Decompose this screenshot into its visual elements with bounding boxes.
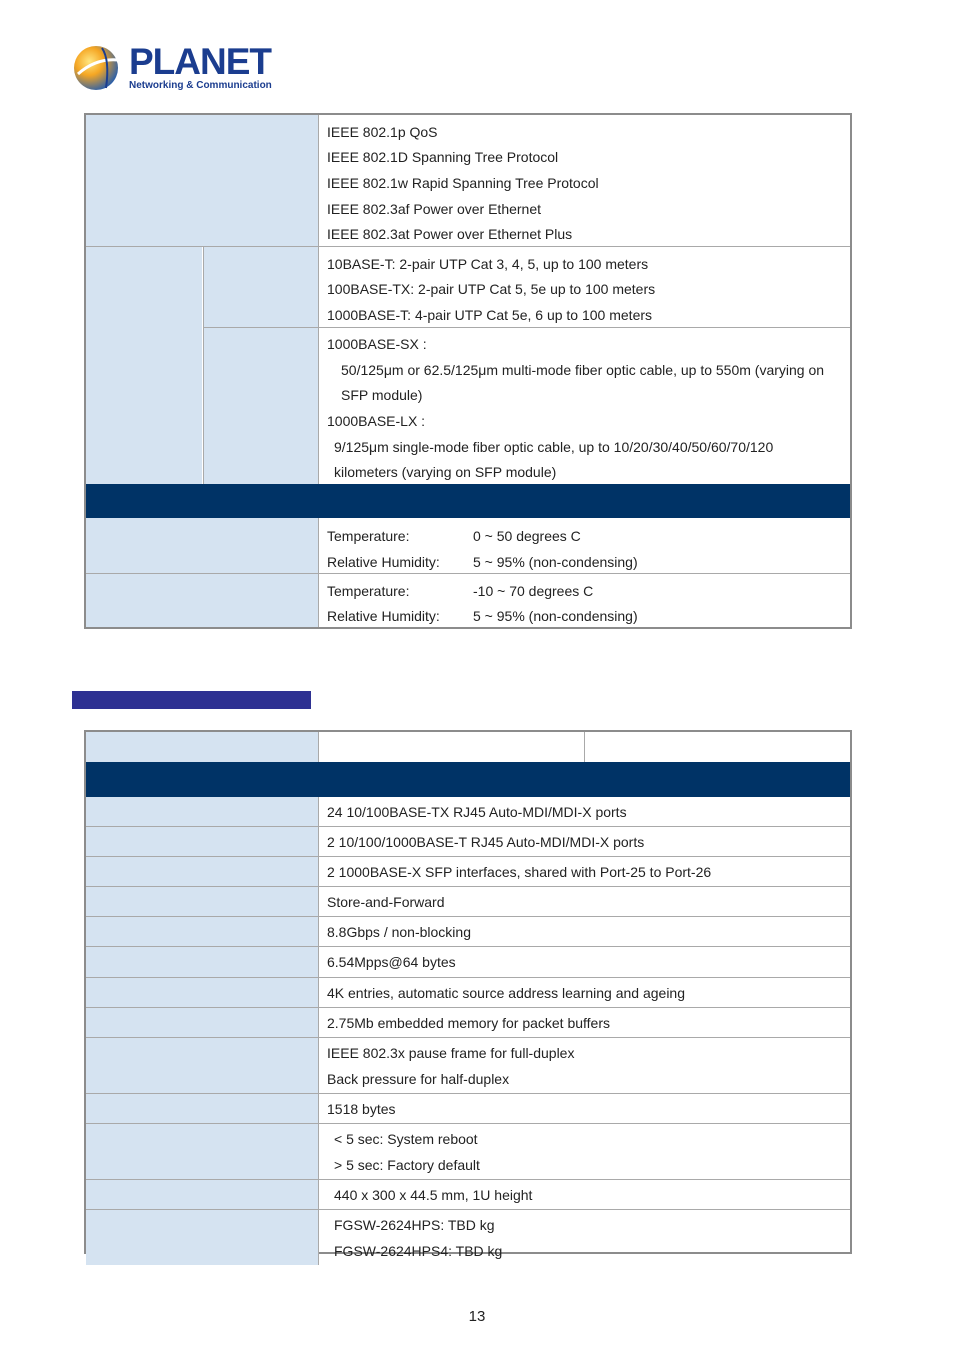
storage-humidity-value: 5 ~ 95% (non-condensing): [473, 608, 638, 624]
planet-logo: [72, 40, 272, 96]
spec-row-label-cell: [86, 978, 318, 1007]
copper-line: 1000BASE-T: 4-pair UTP Cat 5e, 6 up to 100 meters: [327, 307, 653, 323]
operating-value-cell: [318, 518, 850, 573]
spec-row-value-cell: [318, 1124, 850, 1179]
standard-line: IEEE 802.1p QoS: [327, 124, 438, 140]
standard-line: IEEE 802.3af Power over Ethernet: [327, 201, 542, 217]
copper-line: 10BASE-T: 2-pair UTP Cat 3, 4, 5, up to 100 meters: [327, 256, 649, 272]
fiber-sublabel-cell: [203, 328, 318, 484]
product-header-cell-2: [584, 732, 850, 762]
spec-row-value-cell: [318, 1210, 850, 1265]
storage-temp-value: -10 ~ 70 degrees C: [473, 583, 594, 599]
spec-row-label-cell: [86, 947, 318, 977]
copper-sublabel-cell: [203, 247, 318, 327]
spec-value-line: Back pressure for half-duplex: [327, 1071, 510, 1087]
spec-value-line: 4K entries, automatic source address learning and ageing: [327, 985, 685, 1001]
spec-table: [84, 730, 852, 1259]
spec-row-value-cell: [318, 827, 850, 856]
standards-label-cell: [86, 115, 318, 246]
cable-label-cell: [86, 247, 202, 484]
storage-value-cell: [318, 574, 850, 627]
fiber-line: kilometers (varying on SFP module): [334, 464, 557, 480]
standard-line: IEEE 802.1w Rapid Spanning Tree Protocol: [327, 175, 599, 191]
spec-row-value-cell: [318, 1094, 850, 1123]
fiber-line: 9/125μm single-mode fiber optic cable, up to 10/20/30/40/50/60/70/120: [334, 439, 774, 455]
brand-name: PLANET: [129, 41, 271, 82]
brand-tagline: Networking & Communication: [129, 80, 272, 91]
spec-row-label-cell: [86, 1210, 318, 1265]
spec-row-value-cell: [318, 887, 850, 916]
spec-row-label-cell: [86, 797, 318, 826]
spec-row-label-cell: [86, 1008, 318, 1037]
spec-value-line: < 5 sec: System reboot: [334, 1131, 478, 1147]
operating-label-cell: [86, 518, 318, 573]
spec-value-line: Store-and-Forward: [327, 894, 445, 910]
storage-label-cell: [86, 574, 318, 627]
spec-row-value-cell: [318, 917, 850, 946]
storage-temp-label: Temperature:: [327, 583, 410, 599]
spec-value-line: FGSW-2624HPS: TBD kg: [334, 1217, 495, 1233]
spec-row-label-cell: [86, 1094, 318, 1123]
spec-value-line: IEEE 802.3x pause frame for full-duplex: [327, 1045, 575, 1061]
spec-row-label-cell: [86, 1038, 318, 1093]
storage-humidity-label: Relative Humidity:: [327, 608, 440, 624]
spec-value-line: 2.75Mb embedded memory for packet buffers: [327, 1015, 611, 1031]
spec-value-line: 6.54Mpps@64 bytes: [327, 954, 456, 970]
product-header-label-cell: [86, 732, 318, 762]
spec-row-label-cell: [86, 917, 318, 946]
top-spec-table: [84, 113, 852, 629]
spec-row-value-cell: [318, 1008, 850, 1037]
spec-value-line: 24 10/100BASE-TX RJ45 Auto-MDI/MDI-X ports: [327, 804, 627, 820]
operating-humidity-label: Relative Humidity:: [327, 554, 440, 570]
fiber-line: 1000BASE-SX :: [327, 336, 427, 352]
page-number: 13: [468, 1308, 486, 1325]
spec-row-value-cell: [318, 1038, 850, 1093]
spec-row-value-cell: [318, 797, 850, 826]
product-header-cell-1: [318, 732, 584, 762]
copper-line: 100BASE-TX: 2-pair UTP Cat 5, 5e up to 100 meters: [327, 281, 656, 297]
spec-row-label-cell: [86, 827, 318, 856]
copper-value-cell: [318, 247, 850, 327]
spec-row-value-cell: [318, 978, 850, 1007]
spec-row-value-cell: [318, 1180, 850, 1209]
operating-temp-label: Temperature:: [327, 528, 410, 544]
fiber-line: 1000BASE-LX :: [327, 413, 426, 429]
spec-row-value-cell: [318, 857, 850, 886]
environment-header-band: [86, 484, 850, 518]
hardware-header-band: [86, 762, 850, 797]
operating-temp-value: 0 ~ 50 degrees C: [473, 528, 581, 544]
standard-line: IEEE 802.3at Power over Ethernet Plus: [327, 226, 573, 242]
spec-value-line: 8.8Gbps / non-blocking: [327, 924, 471, 940]
spec-value-line: 2 1000BASE-X SFP interfaces, shared with Port-25 to Port-26: [327, 864, 712, 880]
spec-row-label-cell: [86, 1124, 318, 1179]
spec-row-label-cell: [86, 887, 318, 916]
spec-value-line: 2 10/100/1000BASE-T RJ45 Auto-MDI/MDI-X ports: [327, 834, 645, 850]
spec-row-label-cell: [86, 857, 318, 886]
standards-value-cell: [318, 115, 850, 246]
section-heading-bar: [72, 691, 311, 709]
spec-row-label-cell: [86, 1180, 318, 1209]
spec-value-line: > 5 sec: Factory default: [334, 1157, 480, 1173]
spec-value-line: 1518 bytes: [327, 1101, 396, 1117]
fiber-line: SFP module): [341, 387, 423, 403]
fiber-line: 50/125μm or 62.5/125μm multi-mode fiber optic cable, up to 550m (varying on: [341, 362, 825, 378]
operating-humidity-value: 5 ~ 95% (non-condensing): [473, 554, 638, 570]
fiber-value-cell: [318, 328, 850, 484]
spec-value-line: 440 x 300 x 44.5 mm, 1U height: [334, 1187, 533, 1203]
spec-value-line: FGSW-2624HPS4: TBD kg: [334, 1243, 503, 1259]
standard-line: IEEE 802.1D Spanning Tree Protocol: [327, 149, 559, 165]
globe-logo-icon: [72, 40, 126, 94]
spec-row-value-cell: [318, 947, 850, 977]
